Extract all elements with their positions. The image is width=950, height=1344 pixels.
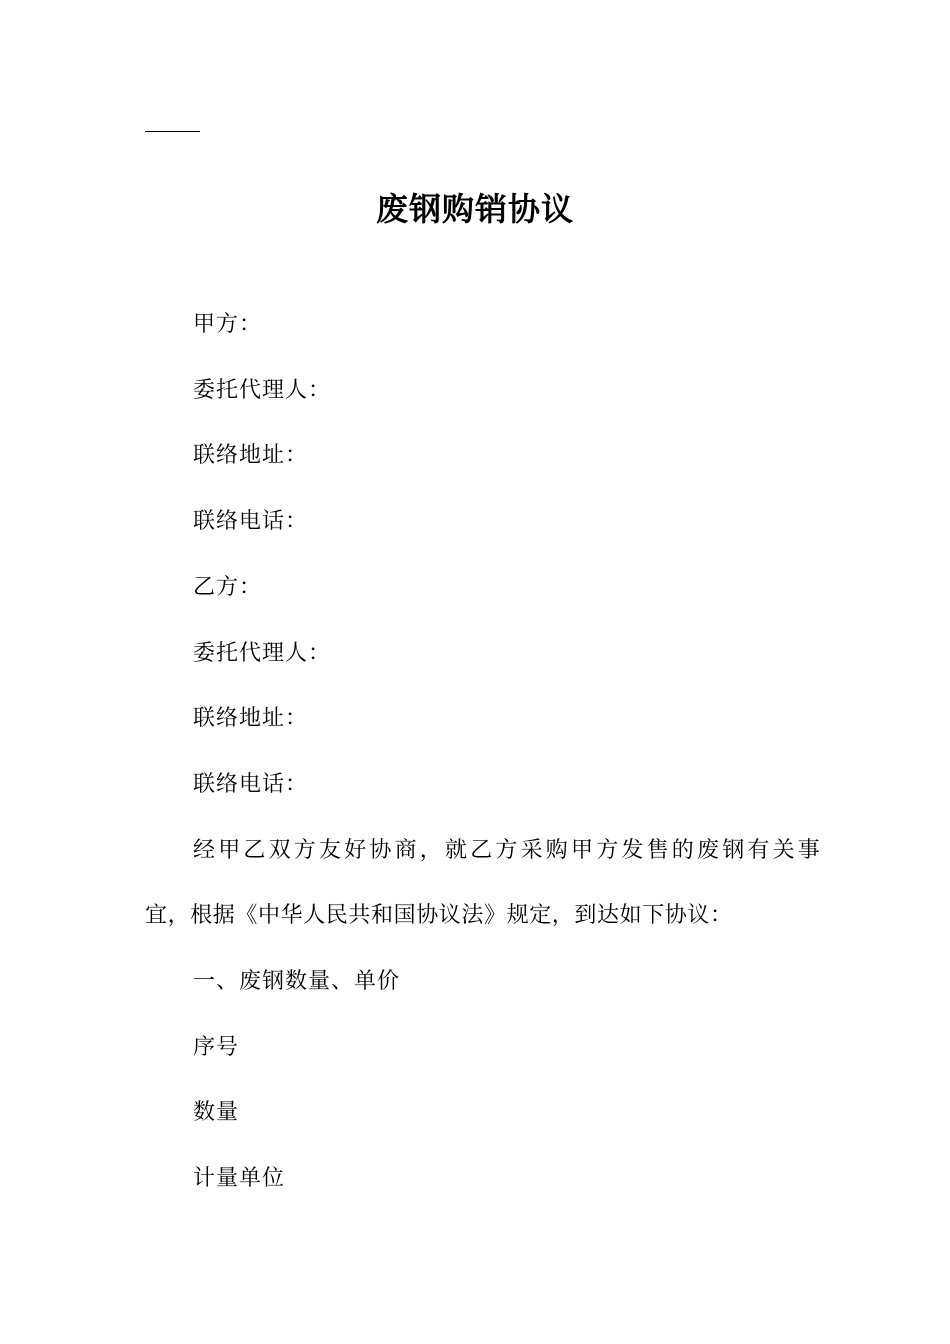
party-b-address-label: 联络地址： bbox=[193, 706, 309, 731]
preamble-line-2: 宜，根据《中华人民共和国协议法》规定，到达如下协议： bbox=[145, 903, 733, 928]
column-label-quantity: 数量 bbox=[193, 1100, 240, 1125]
document-title: 废钢购销协议 bbox=[375, 190, 574, 228]
header-rule bbox=[145, 131, 200, 132]
party-b-name-label: 乙方： bbox=[193, 575, 263, 600]
preamble-line-1: 经甲乙双方友好协商，就乙方采购甲方发售的废钢有关事 bbox=[193, 838, 824, 863]
party-a-name-label: 甲方： bbox=[193, 312, 263, 337]
column-label-serial: 序号 bbox=[193, 1035, 240, 1060]
section-1-heading: 一、废钢数量、单价 bbox=[193, 969, 401, 994]
party-b-agent-label: 委托代理人： bbox=[193, 641, 332, 666]
column-label-unit: 计量单位 bbox=[193, 1166, 286, 1191]
party-a-phone-label: 联络电话： bbox=[193, 509, 309, 534]
party-a-address-label: 联络地址： bbox=[193, 443, 309, 468]
party-b-phone-label: 联络电话： bbox=[193, 772, 309, 797]
party-a-agent-label: 委托代理人： bbox=[193, 378, 332, 403]
